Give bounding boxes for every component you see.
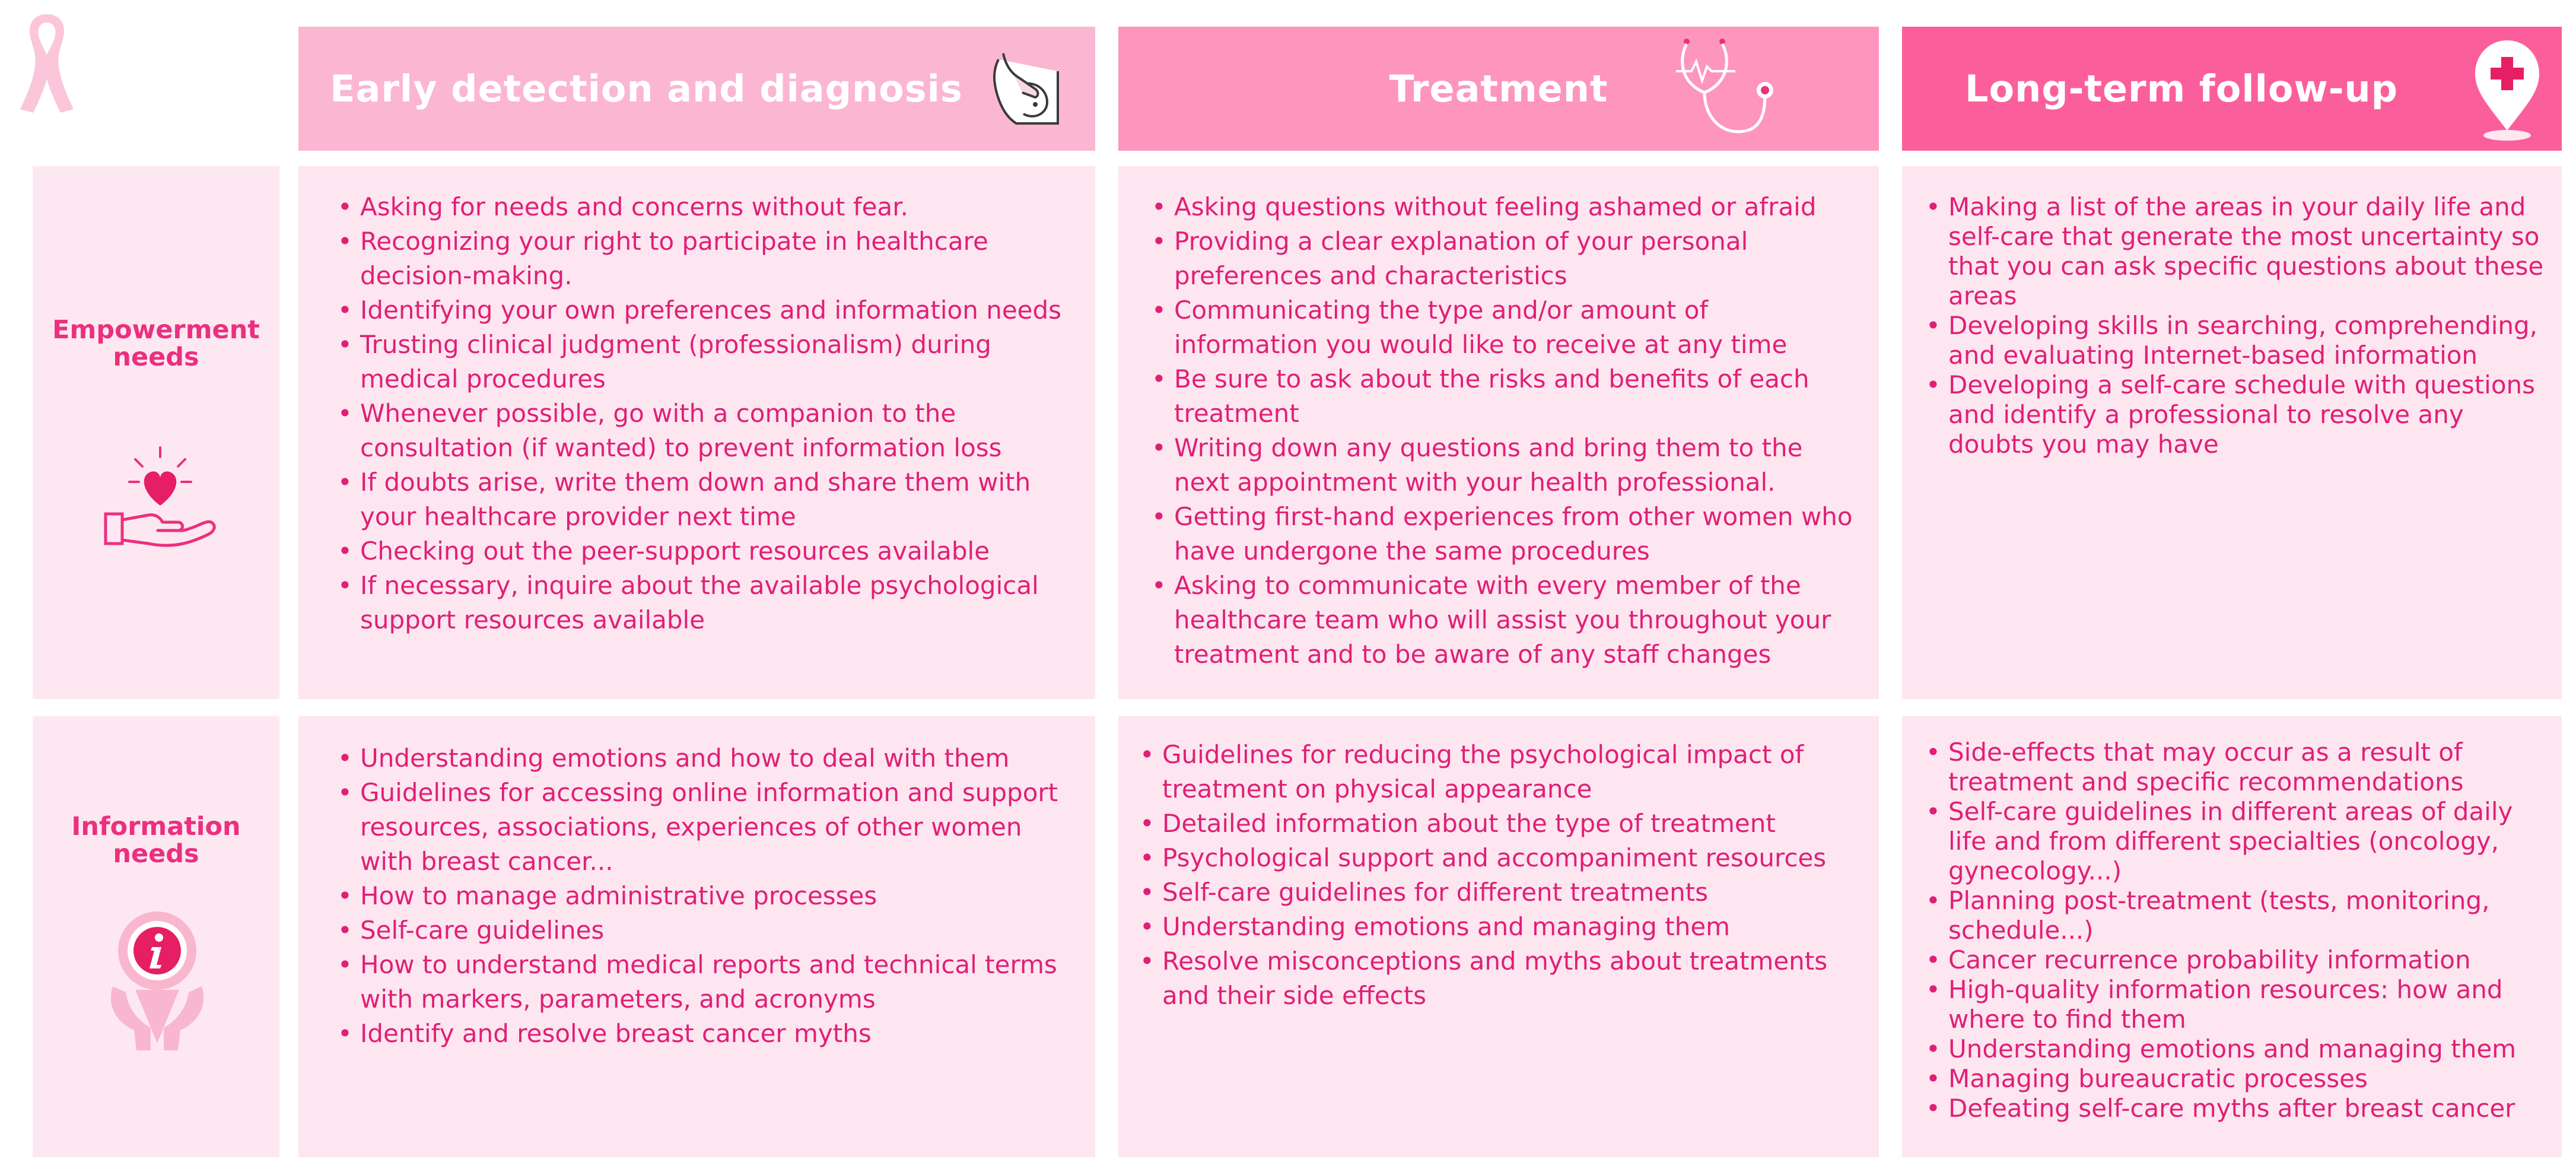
list-item: • Understanding emotions and how to deal with them	[338, 741, 1071, 776]
list-item: • Developing skills in searching, comprehending, and evaluating Internet-based information	[1926, 311, 2544, 370]
list-item: • Resolve misconceptions and myths about treatments and their side effects	[1140, 944, 1855, 1013]
list-item: • Detailed information about the type of treatment	[1140, 806, 1855, 841]
location-pin-medical-cross-icon	[2466, 36, 2549, 142]
cell-empowerment-treatment	[1118, 166, 1879, 699]
header-early-detection-title: Early detection and diagnosis	[330, 67, 963, 110]
header-early-detection	[298, 27, 1095, 151]
list-item: • Developing a self-care schedule with questions and identify a professional to resolve any doubts you may have	[1926, 370, 2544, 459]
information-early-detection-list	[338, 741, 1071, 1051]
list-item: • Guidelines for accessing online information and support resources, associations, experiences of other women with breast cancer...	[338, 776, 1071, 879]
information-treatment-list	[1140, 738, 1855, 1013]
list-item: • High-quality information resources: how and where to find them	[1926, 975, 2544, 1034]
list-item: • Writing down any questions and bring them to the next appointment with your health professional.	[1152, 431, 1855, 500]
information-label-line2: needs	[113, 839, 199, 869]
pink-ribbon-icon	[8, 8, 85, 114]
list-item: • Communicating the type and/or amount of information you would like to receive at any time	[1152, 293, 1855, 362]
cell-empowerment-early-detection	[298, 166, 1095, 699]
list-item: • Identify and resolve breast cancer myths	[338, 1017, 1071, 1051]
heart-in-hand-icon	[101, 439, 220, 558]
empowerment-early-detection-list	[338, 190, 1071, 637]
list-item: • If doubts arise, write them down and share them with your healthcare provider next time	[338, 465, 1071, 534]
list-item: • Self-care guidelines	[338, 913, 1071, 948]
header-treatment	[1118, 27, 1879, 151]
information-label-line1: Information	[71, 812, 241, 841]
list-item: • Side-effects that may occur as a result of treatment and specific recommendations	[1926, 738, 2544, 797]
list-item: • Be sure to ask about the risks and benefits of each treatment	[1152, 362, 1855, 431]
list-item: • Asking questions without feeling ashamed or afraid	[1152, 190, 1855, 224]
cell-empowerment-followup	[1902, 166, 2562, 699]
header-followup-title: Long-term follow-up	[1964, 67, 2398, 110]
list-item: • Self-care guidelines for different treatments	[1140, 875, 1855, 910]
information-followup-list	[1926, 738, 2544, 1123]
stethoscope-icon	[1670, 36, 1783, 142]
list-item: • Providing a clear explanation of your personal preferences and characteristics	[1152, 224, 1855, 293]
list-item: • Understanding emotions and managing them	[1140, 910, 1855, 944]
cell-information-treatment	[1118, 716, 1879, 1157]
cell-information-early-detection	[298, 716, 1095, 1157]
list-item: • Identifying your own preferences and information needs	[338, 293, 1071, 328]
empowerment-label-line1: Empowerment	[52, 315, 260, 345]
list-item: • Making a list of the areas in your daily life and self-care that generate the most uncertainty so that you can ask specific questions about these areas	[1926, 192, 2544, 311]
list-item: • Planning post-treatment (tests, monitoring, schedule...)	[1926, 886, 2544, 945]
list-item: • Defeating self-care myths after breast cancer	[1926, 1094, 2544, 1123]
list-item: • Self-care guidelines in different areas of daily life and from different specialties (oncology, gynecology...)	[1926, 797, 2544, 886]
list-item: • Checking out the peer-support resources available	[338, 534, 1071, 568]
list-item: • Trusting clinical judgment (professionalism) during medical procedures	[338, 328, 1071, 396]
row-label-information	[33, 716, 279, 1157]
breast-self-exam-icon	[981, 47, 1064, 131]
list-item: • Guidelines for reducing the psychological impact of treatment on physical appearance	[1140, 738, 1855, 806]
list-item: • Understanding emotions and managing them	[1926, 1034, 2544, 1064]
info-in-hands-icon	[101, 903, 214, 1057]
list-item: • If necessary, inquire about the available psychological support resources available	[338, 568, 1071, 637]
list-item: • Psychological support and accompaniment resources	[1140, 841, 1855, 875]
empowerment-label-line2: needs	[113, 342, 199, 373]
empowerment-followup-list	[1926, 192, 2544, 459]
list-item: • Getting first-hand experiences from other women who have undergone the same procedures	[1152, 500, 1855, 568]
list-item: • How to manage administrative processes	[338, 879, 1071, 913]
empowerment-treatment-list	[1152, 190, 1855, 672]
list-item: • Cancer recurrence probability information	[1926, 945, 2544, 975]
list-item: • Asking for needs and concerns without fear.	[338, 190, 1071, 224]
cell-information-followup	[1902, 716, 2562, 1157]
list-item: • Recognizing your right to participate in healthcare decision-making.	[338, 224, 1071, 293]
list-item: • How to understand medical reports and technical terms with markers, parameters, and acronyms	[338, 948, 1071, 1017]
header-treatment-title: Treatment	[1389, 67, 1608, 110]
header-followup	[1902, 27, 2562, 151]
list-item: • Managing bureaucratic processes	[1926, 1064, 2544, 1094]
list-item: • Whenever possible, go with a companion to the consultation (if wanted) to prevent information loss	[338, 396, 1071, 465]
row-label-empowerment	[33, 166, 279, 699]
list-item: • Asking to communicate with every member of the healthcare team who will assist you throughout your treatment and to be aware of any staff changes	[1152, 568, 1855, 672]
